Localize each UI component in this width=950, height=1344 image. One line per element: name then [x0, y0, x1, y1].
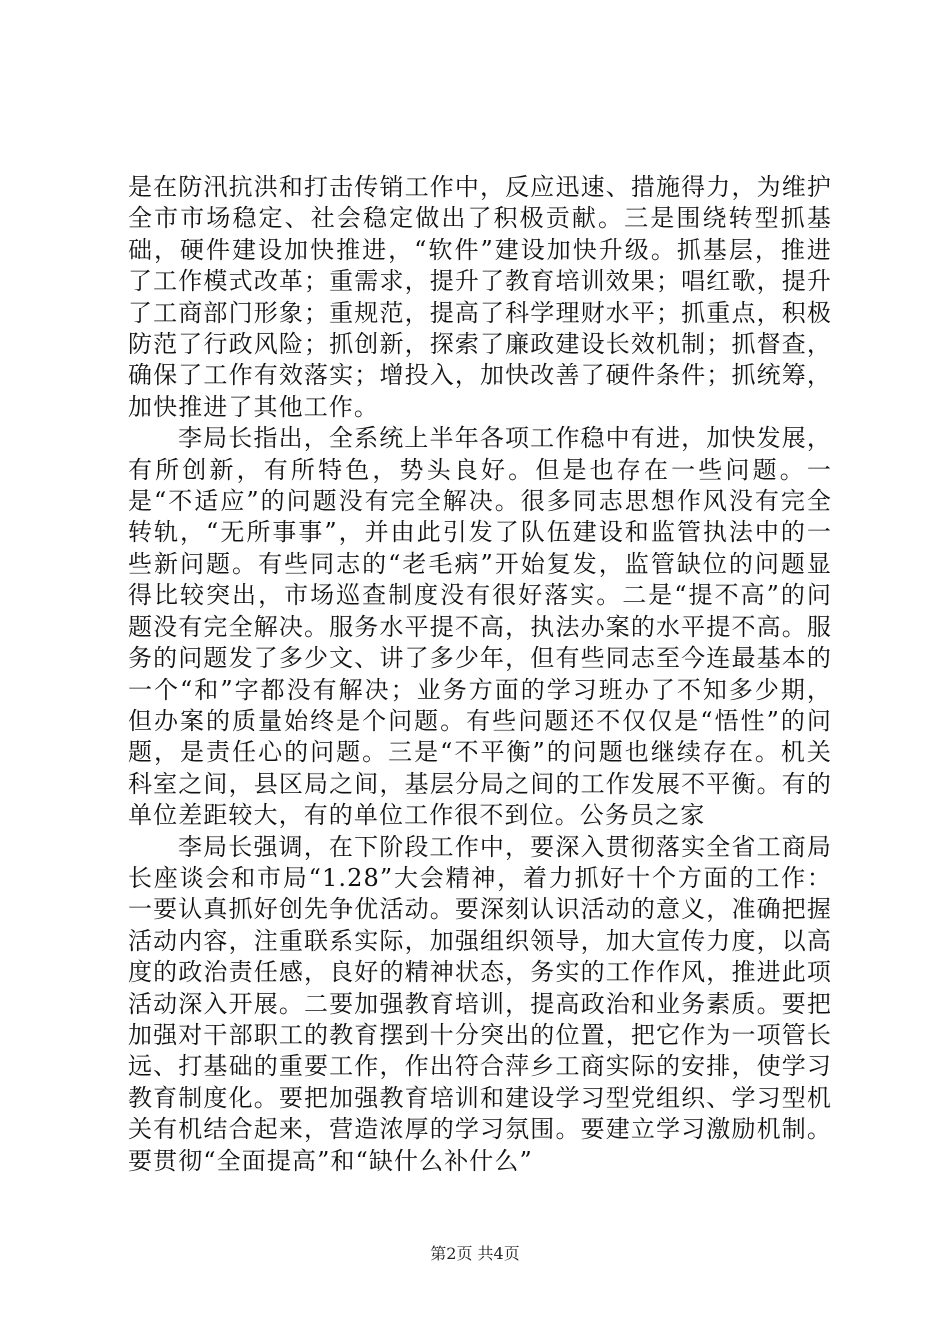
document-body [128, 172, 832, 1177]
paragraph-tasks: 李局长强调，在下阶段工作中，要深入贯彻落实全省工商局长座谈会和市局“1.28”大会精神，着力抓好十个方面的工作：一要认真抓好创先争优活动。要深刻认识活动的意义，准确把握活动内容，注重联系实际，加强组织领导，加大宣传力度，以高度的政治责任感，良好的精神状态，务实的工作作风，推进此项活动深入开展。二要加强教育培训，提高政治和业务素质。要把加强对干部职工的教育摆到十分突出的位置，把它作为一项管长远、打基础的重要工作，作出符合萍乡工商实际的安排，使学习教育制度化。要把加强教育培训和建设学习型党组织、学习型机关有机结合起来，营造浓厚的学习氛围。要建立学习激励机制。要贯彻“全面提高”和“缺什么补什么” [128, 832, 832, 1175]
paragraph-continuation: 是在防汛抗洪和打击传销工作中，反应迅速、措施得力，为维护全市市场稳定、社会稳定做出了积极贡献。三是围绕转型抓基础，硬件建设加快推进，“软件”建设加快升级。抓基层，推进了工作模式改革；重需求，提升了教育培训效果；唱红歌，提升了工商部门形象；重规范，提高了科学理财水平；抓重点，积极防范了行政风险；抓创新，探索了廉政建设长效机制；抓督查，确保了工作有效落实；增投入，加快改善了硬件条件；抓统筹，加快推进了其他工作。 [128, 173, 832, 421]
paragraph-problems: 李局长指出，全系统上半年各项工作稳中有进，加快发展，有所创新，有所特色，势头良好。但是也存在一些问题。一是“不适应”的问题没有完全解决。很多同志思想作风没有完全转轨，“无所事事”，并由此引发了队伍建设和监管执法中的一些新问题。有些同志的“老毛病”开始复发，监管缺位的问题显得比较突出，市场巡查制度没有很好落实。二是“提不高”的问题没有完全解决。服务水平提不高，执法办案的水平提不高。服务的问题发了多少文、讲了多少年，但有些同志至今连最基本的一个“和”字都没有解决；业务方面的学习班办了不知多少期，但办案的质量始终是个问题。有些问题还不仅仅是“悟性”的问题，是责任心的问题。三是“不平衡”的问题也继续存在。机关科室之间，县区局之间，基层分局之间的工作发展不平衡。有的单位差距较大，有的单位工作很不到位。公务员之家 [128, 424, 832, 830]
page-number-footer: 第2页 共4页 [430, 1244, 520, 1263]
